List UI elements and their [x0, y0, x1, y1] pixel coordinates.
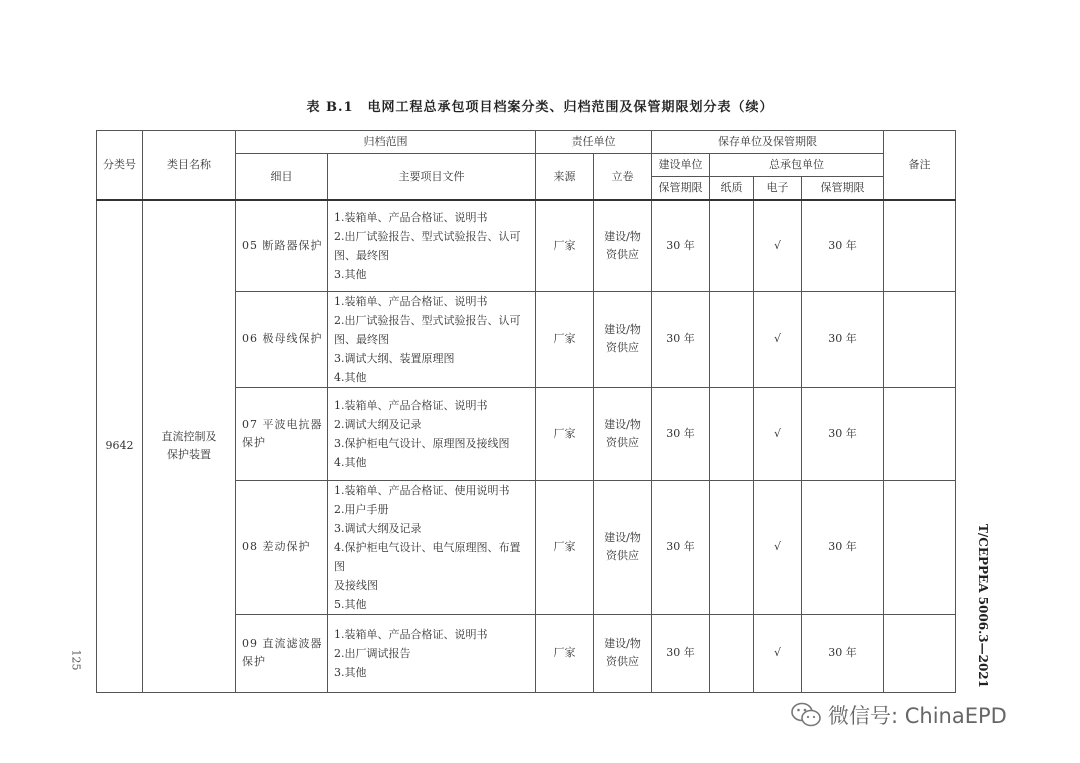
header-scope: 归档范围 — [236, 131, 536, 154]
row-paper — [710, 387, 754, 480]
header-docs: 主要项目文件 — [328, 154, 536, 201]
row-source: 厂家 — [536, 480, 594, 614]
row-item: 07 平波电抗器 保护 — [236, 387, 328, 480]
row-period: 30 年 — [802, 480, 884, 614]
header-code: 分类号 — [97, 131, 143, 201]
header-period: 保管期限 — [802, 177, 884, 201]
row-owner-period: 30 年 — [652, 480, 710, 614]
header-retention: 保存单位及保管期限 — [652, 131, 884, 154]
group-code: 9642 — [97, 200, 143, 692]
row-filing: 建设/物 资供应 — [594, 614, 652, 692]
header-paper: 纸质 — [710, 177, 754, 201]
header-electronic: 电子 — [754, 177, 802, 201]
row-remarks — [884, 291, 956, 387]
row-docs: 1.装箱单、产品合格证、说明书 2.出厂调试报告 3.其他 — [328, 614, 536, 692]
row-filing: 建设/物 资供应 — [594, 480, 652, 614]
header-source: 来源 — [536, 154, 594, 201]
row-owner-period: 30 年 — [652, 387, 710, 480]
row-electronic: √ — [754, 387, 802, 480]
row-remarks — [884, 480, 956, 614]
row-item: 06 极母线保护 — [236, 291, 328, 387]
row-docs: 1.装箱单、产品合格证、说明书 2.出厂试验报告、型式试验报告、认可 图、最终图 3.调试大纲、装置原理图 4.其他 — [328, 291, 536, 387]
wechat-icon — [790, 701, 822, 729]
row-item: 08 差动保护 — [236, 480, 328, 614]
header-category: 类目名称 — [143, 131, 236, 201]
row-source: 厂家 — [536, 200, 594, 291]
row-owner-period: 30 年 — [652, 200, 710, 291]
row-filing: 建设/物 资供应 — [594, 387, 652, 480]
row-owner-period: 30 年 — [652, 614, 710, 692]
row-electronic: √ — [754, 291, 802, 387]
standard-code: T/CEPPEA 5006.3—2021 — [976, 523, 990, 689]
header-owner: 建设单位 — [652, 154, 710, 177]
page-number: 125 — [69, 649, 83, 671]
row-owner-period: 30 年 — [652, 291, 710, 387]
row-source: 厂家 — [536, 614, 594, 692]
header-item: 细目 — [236, 154, 328, 201]
row-filing: 建设/物 资供应 — [594, 200, 652, 291]
row-item: 05 断路器保护 — [236, 200, 328, 291]
row-remarks — [884, 614, 956, 692]
header-contractor: 总承包单位 — [710, 154, 884, 177]
header-owner-period: 保管期限 — [652, 177, 710, 201]
watermark — [790, 700, 1007, 730]
header-filing: 立卷 — [594, 154, 652, 201]
row-docs: 1.装箱单、产品合格证、说明书 2.出厂试验报告、型式试验报告、认可 图、最终图 3.其他 — [328, 200, 536, 291]
row-electronic: √ — [754, 200, 802, 291]
row-remarks — [884, 200, 956, 291]
header-responsible: 责任单位 — [536, 131, 652, 154]
archive-table — [96, 130, 956, 693]
row-period: 30 年 — [802, 614, 884, 692]
row-source: 厂家 — [536, 387, 594, 480]
row-period: 30 年 — [802, 291, 884, 387]
watermark-text: 微信号: ChinaEPD — [828, 704, 1007, 728]
row-period: 30 年 — [802, 200, 884, 291]
row-remarks — [884, 387, 956, 480]
row-paper — [710, 480, 754, 614]
row-paper — [710, 200, 754, 291]
row-item: 09 直流滤波器 保护 — [236, 614, 328, 692]
table-row — [97, 200, 956, 291]
group-category: 直流控制及 保护装置 — [143, 200, 236, 692]
row-source: 厂家 — [536, 291, 594, 387]
header-remarks: 备注 — [884, 131, 956, 201]
row-filing: 建设/物 资供应 — [594, 291, 652, 387]
row-period: 30 年 — [802, 387, 884, 480]
table-title: 表 B.1 电网工程总承包项目档案分类、归档范围及保管期限划分表（续） — [306, 100, 774, 115]
row-electronic: √ — [754, 614, 802, 692]
row-paper — [710, 291, 754, 387]
row-electronic: √ — [754, 480, 802, 614]
row-paper — [710, 614, 754, 692]
row-docs: 1.装箱单、产品合格证、使用说明书 2.用户手册 3.调试大纲及记录 4.保护柜电气设计、电气原理图、布置图 及接线图 5.其他 — [328, 480, 536, 614]
row-docs: 1.装箱单、产品合格证、说明书 2.调试大纲及记录 3.保护柜电气设计、原理图及接线图 4.其他 — [328, 387, 536, 480]
